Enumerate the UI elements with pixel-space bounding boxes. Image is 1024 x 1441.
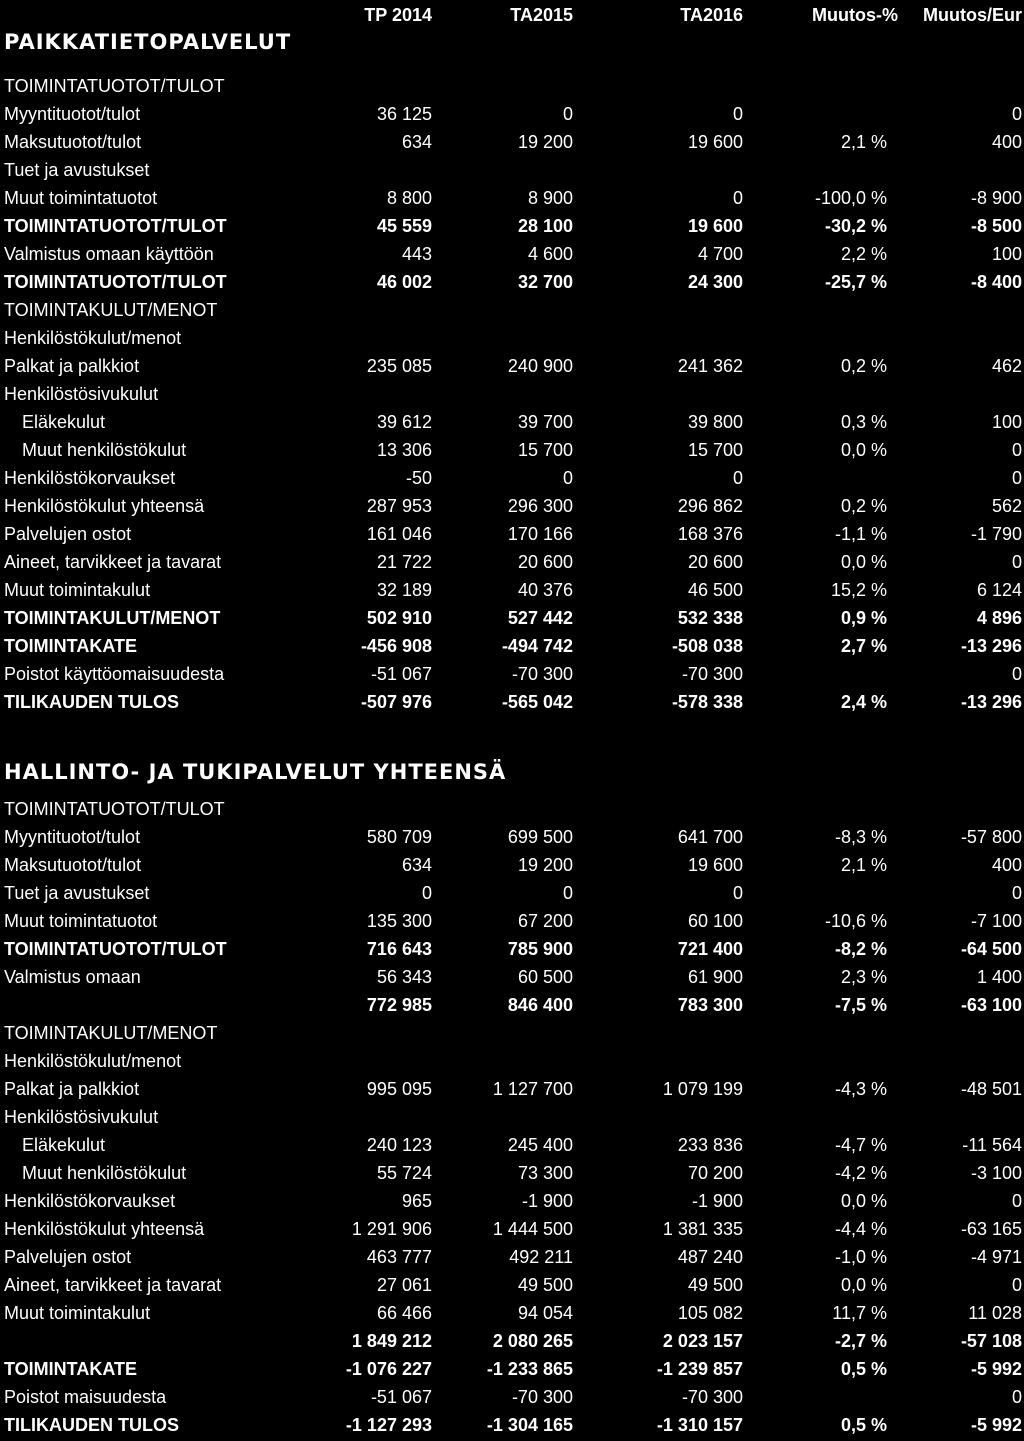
- cell-muutos-eur: -8 500: [970, 216, 1022, 236]
- cell-ta2015: 785 900: [507, 939, 573, 959]
- row-label: Palvelujen ostot: [4, 524, 132, 544]
- cell-tp2014: -456 908: [360, 636, 432, 656]
- cell-tp2014: 240 123: [366, 1135, 432, 1155]
- column-header-ta2015: TA2015: [510, 5, 573, 25]
- cell-muutos-eur: -48 501: [960, 1079, 1022, 1099]
- cell-tp2014: 135 300: [366, 911, 432, 931]
- row-label: Muut henkilöstökulut: [22, 440, 187, 460]
- cell-muutos-eur: -11 564: [962, 1135, 1022, 1155]
- table-row: [0, 576, 1024, 604]
- cell-ta2015: 60 500: [517, 967, 573, 987]
- section-title-paikkatietopalvelut: PAIKKATIETOPALVELUT: [4, 30, 292, 54]
- cell-ta2015: 4 600: [527, 244, 573, 264]
- cell-ta2015: 49 500: [517, 1275, 573, 1295]
- cell-muutos-pct: 0,2 %: [840, 496, 887, 516]
- cell-muutos-eur: 1 400: [976, 967, 1022, 987]
- table-row: [0, 408, 1024, 436]
- cell-tp2014: 634: [401, 855, 432, 875]
- cell-muutos-pct: 0,0 %: [840, 440, 887, 460]
- row-label: Eläkekulut: [22, 1135, 106, 1155]
- cell-ta2015: 19 200: [517, 132, 573, 152]
- cell-tp2014: 66 466: [376, 1303, 432, 1323]
- cell-ta2015: 0: [562, 883, 573, 903]
- cell-tp2014: 13 306: [376, 440, 432, 460]
- cell-tp2014: 45 559: [376, 216, 432, 236]
- cell-muutos-pct: 2,1 %: [840, 132, 887, 152]
- cell-ta2016: 19 600: [687, 216, 743, 236]
- row-label: TOIMINTAKATE: [4, 636, 137, 656]
- cell-tp2014: 32 189: [376, 580, 432, 600]
- row-label: TOIMINTATUOTOT/TULOT: [4, 216, 227, 236]
- cell-muutos-pct: 2,1 %: [840, 855, 887, 875]
- cell-tp2014: 502 910: [366, 608, 432, 628]
- cell-ta2015: 32 700: [517, 272, 573, 292]
- cell-muutos-pct: -8,2 %: [834, 939, 887, 959]
- cell-muutos-eur: 0: [1011, 440, 1022, 460]
- row-label: Eläkekulut: [22, 412, 106, 432]
- cell-muutos-eur: -4 971: [970, 1247, 1022, 1267]
- row-label: Henkilöstökorvaukset: [4, 468, 176, 488]
- cell-ta2016: 641 700: [677, 827, 743, 847]
- cell-ta2016: 241 362: [677, 356, 743, 376]
- cell-muutos-eur: 0: [1011, 1191, 1022, 1211]
- row-label: TILIKAUDEN TULOS: [4, 1415, 179, 1435]
- cell-tp2014: 46 002: [376, 272, 432, 292]
- cell-ta2015: 492 211: [509, 1247, 573, 1267]
- cell-muutos-pct: 0,3 %: [840, 412, 887, 432]
- cell-ta2015: 94 054: [517, 1303, 573, 1323]
- cell-muutos-pct: 2,4 %: [840, 692, 887, 712]
- cell-muutos-eur: -3 100: [970, 1163, 1022, 1183]
- row-label: TILIKAUDEN TULOS: [4, 692, 179, 712]
- cell-muutos-eur: 562: [991, 496, 1022, 516]
- cell-tp2014: 1 291 906: [351, 1219, 432, 1239]
- cell-muutos-eur: -57 108: [960, 1331, 1022, 1351]
- cell-ta2016: 4 700: [697, 244, 743, 264]
- row-label: Aineet, tarvikkeet ja tavarat: [4, 552, 222, 572]
- cell-ta2015: 240 900: [507, 356, 573, 376]
- table-row: [0, 352, 1024, 380]
- cell-tp2014: 634: [401, 132, 432, 152]
- table-row: [0, 879, 1024, 907]
- cell-muutos-pct: 0,5 %: [840, 1359, 887, 1379]
- cell-muutos-eur: 100: [991, 244, 1022, 264]
- column-header-muutos-eur: Muutos/Eur: [923, 5, 1022, 25]
- row-label: Muut toimintakulut: [4, 1303, 151, 1323]
- cell-tp2014: 36 125: [376, 104, 432, 124]
- row-label: Valmistus omaan: [4, 967, 141, 987]
- table-row: [0, 212, 1024, 240]
- cell-tp2014: -50: [405, 468, 432, 488]
- row-label: Henkilöstökulut/menot: [4, 328, 182, 348]
- cell-muutos-pct: -8,3 %: [834, 827, 887, 847]
- cell-ta2015: 0: [562, 468, 573, 488]
- table-row: [0, 851, 1024, 879]
- cell-ta2016: 19 600: [687, 855, 743, 875]
- cell-tp2014: 1 849 212: [351, 1331, 432, 1351]
- cell-ta2015: -1 900: [521, 1191, 573, 1211]
- row-label: Maksutuotot/tulot: [4, 132, 142, 152]
- table-row: [0, 72, 1024, 100]
- cell-ta2016: -70 300: [681, 1387, 743, 1407]
- table-row: [0, 963, 1024, 991]
- cell-ta2015: 170 166: [507, 524, 573, 544]
- row-label: Muut toimintatuotot: [4, 188, 158, 208]
- cell-ta2016: 39 800: [687, 412, 743, 432]
- table-row: [0, 1075, 1024, 1103]
- cell-ta2016: -578 338: [671, 692, 743, 712]
- cell-ta2015: -70 300: [511, 664, 573, 684]
- cell-ta2015: -494 742: [501, 636, 573, 656]
- row-label: TOIMINTAKULUT/MENOT: [4, 1023, 218, 1043]
- cell-muutos-eur: 6 124: [976, 580, 1022, 600]
- row-label: Henkilöstökorvaukset: [4, 1191, 176, 1211]
- row-label: Muut toimintakulut: [4, 580, 151, 600]
- cell-ta2016: 233 836: [677, 1135, 743, 1155]
- cell-ta2016: 105 082: [677, 1303, 743, 1323]
- cell-ta2016: 49 500: [687, 1275, 743, 1295]
- cell-muutos-pct: 0,0 %: [840, 552, 887, 572]
- cell-ta2016: 61 900: [687, 967, 743, 987]
- table-row: [0, 436, 1024, 464]
- cell-tp2014: 287 953: [366, 496, 432, 516]
- cell-ta2015: 699 500: [507, 827, 573, 847]
- cell-muutos-pct: -1,1 %: [834, 524, 887, 544]
- cell-tp2014: 965: [401, 1191, 432, 1211]
- row-label: TOIMINTAKULUT/MENOT: [4, 608, 221, 628]
- row-label: Henkilöstösivukulut: [4, 1107, 159, 1127]
- cell-tp2014: 0: [421, 883, 432, 903]
- cell-muutos-eur: 0: [1011, 468, 1022, 488]
- cell-muutos-eur: 11 028: [968, 1303, 1022, 1323]
- cell-tp2014: 463 777: [366, 1247, 432, 1267]
- cell-muutos-eur: 4 896: [976, 608, 1022, 628]
- cell-ta2016: 783 300: [677, 995, 743, 1015]
- cell-ta2015: 527 442: [507, 608, 573, 628]
- cell-tp2014: 716 643: [366, 939, 432, 959]
- cell-ta2016: 2 023 157: [662, 1331, 743, 1351]
- cell-ta2016: 70 200: [687, 1163, 743, 1183]
- row-label: Palkat ja palkkiot: [4, 1079, 140, 1099]
- table-row: [0, 1411, 1024, 1439]
- cell-tp2014: 56 343: [376, 967, 432, 987]
- row-label: Poistot maisuudesta: [4, 1387, 167, 1407]
- cell-tp2014: 235 085: [366, 356, 432, 376]
- cell-ta2015: -565 042: [501, 692, 573, 712]
- cell-muutos-pct: 0,2 %: [840, 356, 887, 376]
- row-label: Valmistus omaan käyttöön: [4, 244, 214, 264]
- table-row: [0, 240, 1024, 268]
- section-title-hallinto-ja-tukipalvelut: HALLINTO- JA TUKIPALVELUT YHTEENSÄ: [4, 760, 507, 784]
- table-row: [0, 380, 1024, 408]
- table-row: [0, 324, 1024, 352]
- row-label: Myyntituotot/tulot: [4, 104, 141, 124]
- row-label: Henkilöstösivukulut: [4, 384, 159, 404]
- table-row: [0, 464, 1024, 492]
- cell-ta2016: -1 239 857: [656, 1359, 743, 1379]
- cell-tp2014: 443: [401, 244, 432, 264]
- table-row: [0, 1243, 1024, 1271]
- cell-muutos-pct: -4,7 %: [834, 1135, 887, 1155]
- cell-muutos-pct: -4,2 %: [834, 1163, 887, 1183]
- cell-tp2014: 21 722: [376, 552, 432, 572]
- cell-muutos-pct: 0,0 %: [840, 1275, 887, 1295]
- row-label: TOIMINTATUOTOT/TULOT: [4, 939, 227, 959]
- cell-tp2014: 995 095: [366, 1079, 432, 1099]
- cell-muutos-pct: -4,3 %: [834, 1079, 887, 1099]
- cell-ta2016: 0: [732, 468, 743, 488]
- column-header-ta2016: TA2016: [680, 5, 743, 25]
- cell-ta2016: -1 310 157: [656, 1415, 743, 1435]
- table-row: [0, 128, 1024, 156]
- column-header-tp2014: TP 2014: [364, 5, 432, 25]
- row-label: Poistot käyttöomaisuudesta: [4, 664, 225, 684]
- cell-tp2014: -507 976: [360, 692, 432, 712]
- table-row: [0, 1271, 1024, 1299]
- cell-muutos-eur: 400: [991, 855, 1022, 875]
- cell-ta2016: -1 900: [691, 1191, 743, 1211]
- cell-muutos-pct: 0,9 %: [840, 608, 887, 628]
- row-label: Tuet ja avustukset: [4, 883, 150, 903]
- cell-ta2016: 0: [732, 883, 743, 903]
- row-label: TOIMINTATUOTOT/TULOT: [4, 76, 225, 96]
- cell-ta2015: 39 700: [517, 412, 573, 432]
- cell-ta2015: 19 200: [517, 855, 573, 875]
- table-row: [0, 1383, 1024, 1411]
- cell-tp2014: -51 067: [370, 1387, 432, 1407]
- cell-ta2015: 1 444 500: [492, 1219, 573, 1239]
- cell-muutos-eur: 462: [991, 356, 1022, 376]
- cell-ta2015: 846 400: [507, 995, 573, 1015]
- table-row: [0, 991, 1024, 1019]
- cell-muutos-eur: 100: [991, 412, 1022, 432]
- table-row: [0, 1103, 1024, 1131]
- table-row: [0, 1215, 1024, 1243]
- cell-muutos-pct: 15,2 %: [830, 580, 887, 600]
- cell-muutos-eur: 0: [1011, 104, 1022, 124]
- cell-muutos-pct: -10,6 %: [824, 911, 887, 931]
- cell-muutos-eur: -5 992: [970, 1415, 1022, 1435]
- cell-ta2015: 8 900: [527, 188, 573, 208]
- cell-muutos-eur: -8 400: [970, 272, 1022, 292]
- cell-tp2014: -1 127 293: [345, 1415, 432, 1435]
- row-label: TOIMINTAKULUT/MENOT: [4, 300, 218, 320]
- cell-ta2015: -1 304 165: [486, 1415, 573, 1435]
- cell-muutos-eur: 400: [991, 132, 1022, 152]
- cell-muutos-eur: -57 800: [960, 827, 1022, 847]
- row-label: Henkilöstökulut yhteensä: [4, 1219, 205, 1239]
- cell-muutos-eur: -13 296: [960, 692, 1022, 712]
- cell-ta2016: 168 376: [677, 524, 743, 544]
- cell-ta2016: 296 862: [677, 496, 743, 516]
- row-label: TOIMINTAKATE: [4, 1359, 137, 1379]
- table-row: [0, 184, 1024, 212]
- cell-ta2016: -70 300: [681, 664, 743, 684]
- table-row: [0, 604, 1024, 632]
- cell-tp2014: -1 076 227: [345, 1359, 432, 1379]
- cell-muutos-pct: -30,2 %: [824, 216, 887, 236]
- row-label: Tuet ja avustukset: [4, 160, 150, 180]
- cell-muutos-pct: -7,5 %: [834, 995, 887, 1015]
- cell-ta2016: 487 240: [677, 1247, 743, 1267]
- cell-muutos-pct: 2,3 %: [840, 967, 887, 987]
- column-header-muutos-pct: Muutos-%: [812, 5, 898, 25]
- table-row: [0, 1019, 1024, 1047]
- table-row: [0, 795, 1024, 823]
- row-label: Palvelujen ostot: [4, 1247, 132, 1267]
- cell-muutos-pct: 11,7 %: [832, 1303, 887, 1323]
- table-row: [0, 660, 1024, 688]
- row-label: Henkilöstökulut yhteensä: [4, 496, 205, 516]
- table-row: [0, 1159, 1024, 1187]
- cell-muutos-eur: -7 100: [970, 911, 1022, 931]
- cell-muutos-pct: 0,5 %: [840, 1415, 887, 1435]
- cell-tp2014: 161 046: [366, 524, 432, 544]
- row-label: Aineet, tarvikkeet ja tavarat: [4, 1275, 222, 1295]
- table-row: [0, 688, 1024, 716]
- row-label: Henkilöstökulut/menot: [4, 1051, 182, 1071]
- cell-ta2016: 60 100: [687, 911, 743, 931]
- cell-muutos-eur: 0: [1011, 1275, 1022, 1295]
- cell-tp2014: 39 612: [376, 412, 432, 432]
- table-row: [0, 1355, 1024, 1383]
- cell-muutos-eur: -1 790: [970, 524, 1022, 544]
- cell-ta2016: 0: [732, 188, 743, 208]
- cell-tp2014: -51 067: [370, 664, 432, 684]
- cell-muutos-eur: 0: [1011, 883, 1022, 903]
- cell-ta2015: 40 376: [517, 580, 573, 600]
- cell-ta2015: 28 100: [517, 216, 573, 236]
- cell-ta2016: 19 600: [687, 132, 743, 152]
- cell-ta2016: 1 381 335: [662, 1219, 743, 1239]
- cell-ta2015: 296 300: [507, 496, 573, 516]
- cell-ta2015: 245 400: [507, 1135, 573, 1155]
- cell-muutos-pct: 0,0 %: [840, 1191, 887, 1211]
- cell-muutos-eur: 0: [1011, 552, 1022, 572]
- table-row: [0, 296, 1024, 324]
- table-row: [0, 1299, 1024, 1327]
- cell-ta2015: -70 300: [511, 1387, 573, 1407]
- table-row: [0, 100, 1024, 128]
- table-row: [0, 1327, 1024, 1355]
- table-row: [0, 823, 1024, 851]
- cell-ta2016: 721 400: [677, 939, 743, 959]
- cell-ta2016: 20 600: [687, 552, 743, 572]
- cell-tp2014: 772 985: [366, 995, 432, 1015]
- cell-tp2014: 580 709: [366, 827, 432, 847]
- cell-ta2016: 0: [732, 104, 743, 124]
- cell-muutos-pct: -25,7 %: [824, 272, 887, 292]
- cell-muutos-eur: -64 500: [960, 939, 1022, 959]
- cell-ta2015: 2 080 265: [492, 1331, 573, 1351]
- table-row: [0, 907, 1024, 935]
- cell-tp2014: 27 061: [376, 1275, 432, 1295]
- cell-muutos-pct: -1,0 %: [834, 1247, 887, 1267]
- cell-ta2016: 24 300: [687, 272, 743, 292]
- table-row: [0, 156, 1024, 184]
- cell-ta2015: 0: [562, 104, 573, 124]
- cell-ta2015: 1 127 700: [492, 1079, 573, 1099]
- cell-ta2015: 67 200: [517, 911, 573, 931]
- cell-muutos-pct: -2,7 %: [834, 1331, 887, 1351]
- table-row: [0, 492, 1024, 520]
- row-label: TOIMINTATUOTOT/TULOT: [4, 272, 227, 292]
- cell-muutos-eur: -63 100: [960, 995, 1022, 1015]
- table-row: [0, 1187, 1024, 1215]
- table-row: [0, 632, 1024, 660]
- row-label: Myyntituotot/tulot: [4, 827, 141, 847]
- cell-muutos-pct: -4,4 %: [834, 1219, 887, 1239]
- cell-muutos-eur: 0: [1011, 1387, 1022, 1407]
- cell-muutos-eur: -63 165: [960, 1219, 1022, 1239]
- table-row: [0, 1131, 1024, 1159]
- row-label: Muut henkilöstökulut: [22, 1163, 187, 1183]
- cell-ta2015: -1 233 865: [486, 1359, 573, 1379]
- cell-ta2015: 20 600: [517, 552, 573, 572]
- cell-tp2014: 8 800: [386, 188, 432, 208]
- cell-muutos-eur: -8 900: [970, 188, 1022, 208]
- cell-muutos-pct: 2,7 %: [840, 636, 887, 656]
- row-label: Maksutuotot/tulot: [4, 855, 142, 875]
- table-row: [0, 548, 1024, 576]
- cell-muutos-eur: 0: [1011, 664, 1022, 684]
- table-row: [0, 1047, 1024, 1075]
- row-label: Muut toimintatuotot: [4, 911, 158, 931]
- table-row: [0, 935, 1024, 963]
- cell-ta2016: 15 700: [687, 440, 743, 460]
- cell-muutos-eur: -13 296: [960, 636, 1022, 656]
- cell-ta2016: 1 079 199: [662, 1079, 743, 1099]
- table-row: [0, 268, 1024, 296]
- row-label: TOIMINTATUOTOT/TULOT: [4, 799, 225, 819]
- cell-muutos-pct: 2,2 %: [840, 244, 887, 264]
- cell-ta2016: 532 338: [677, 608, 743, 628]
- row-label: Palkat ja palkkiot: [4, 356, 140, 376]
- table-row: [0, 520, 1024, 548]
- cell-muutos-eur: -5 992: [970, 1359, 1022, 1379]
- cell-ta2015: 73 300: [517, 1163, 573, 1183]
- cell-muutos-pct: -100,0 %: [814, 188, 887, 208]
- cell-ta2015: 15 700: [517, 440, 573, 460]
- cell-ta2016: 46 500: [687, 580, 743, 600]
- cell-tp2014: 55 724: [376, 1163, 432, 1183]
- cell-ta2016: -508 038: [671, 636, 743, 656]
